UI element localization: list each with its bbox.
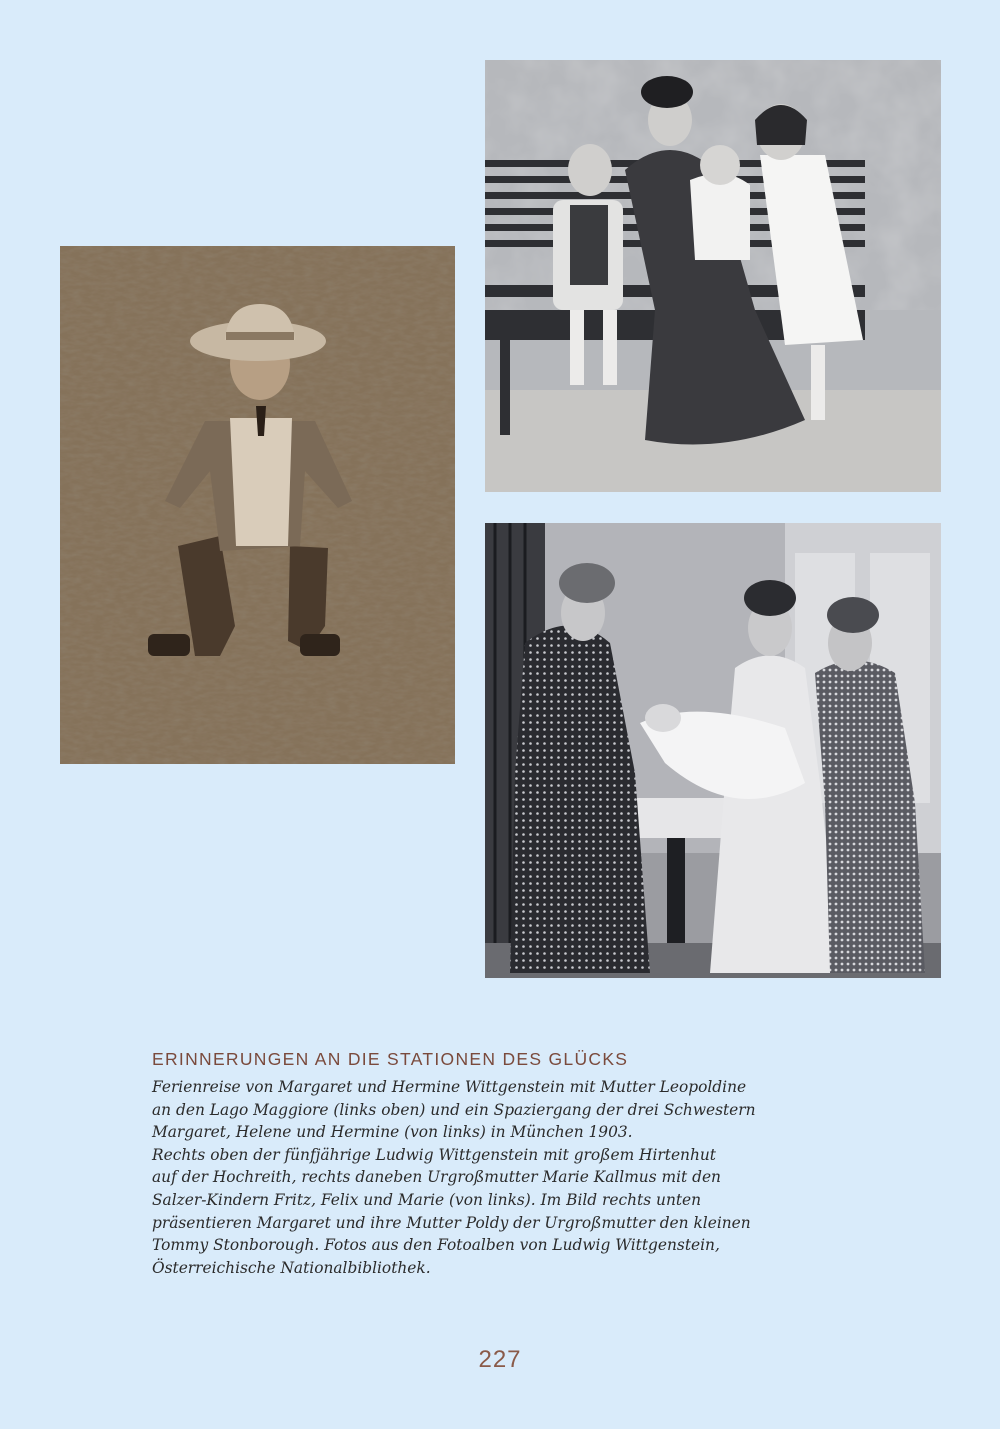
caption-line: Margaret, Helene und Hermine (von links) in München 1903. [152, 1123, 633, 1142]
photo-boy-image [60, 246, 455, 764]
caption-line: Salzer-Kindern Fritz, Felix und Marie (von links). Im Bild rechts unten [152, 1190, 702, 1209]
caption-line: Ferienreise von Margaret und Hermine Wittgenstein mit Mutter Leopoldine [152, 1078, 747, 1096]
photo-boy-with-hat [60, 246, 455, 764]
caption-line: Österreichische Nationalbibliothek. [152, 1258, 431, 1277]
caption-line: Tommy Stonborough. Fotos aus den Fotoalben von Ludwig Wittgenstein, [152, 1236, 720, 1255]
photo-grandmother-bench [485, 60, 941, 492]
page-number: 227 [478, 1346, 522, 1373]
caption-line: an den Lago Maggiore (links oben) und ein Spaziergang der drei Schwestern [152, 1100, 756, 1119]
photo-baby-image [485, 523, 941, 978]
photo-presenting-baby [485, 523, 941, 978]
caption-line: Rechts oben der fünfjährige Ludwig Wittgenstein mit großem Hirtenhut [152, 1145, 716, 1164]
photo-caption [152, 1049, 852, 1279]
photo-bench-image [485, 60, 941, 492]
caption-title: ERINNERUNGEN AN DIE STATIONEN DES GLÜCKS [152, 1049, 629, 1069]
caption-line: präsentieren Margaret und ihre Mutter Poldy der Urgroßmutter den kleinen [152, 1213, 751, 1232]
caption-line: auf der Hochreith, rechts daneben Urgroßmutter Marie Kallmus mit den [152, 1168, 721, 1187]
caption-text [152, 1076, 852, 1279]
